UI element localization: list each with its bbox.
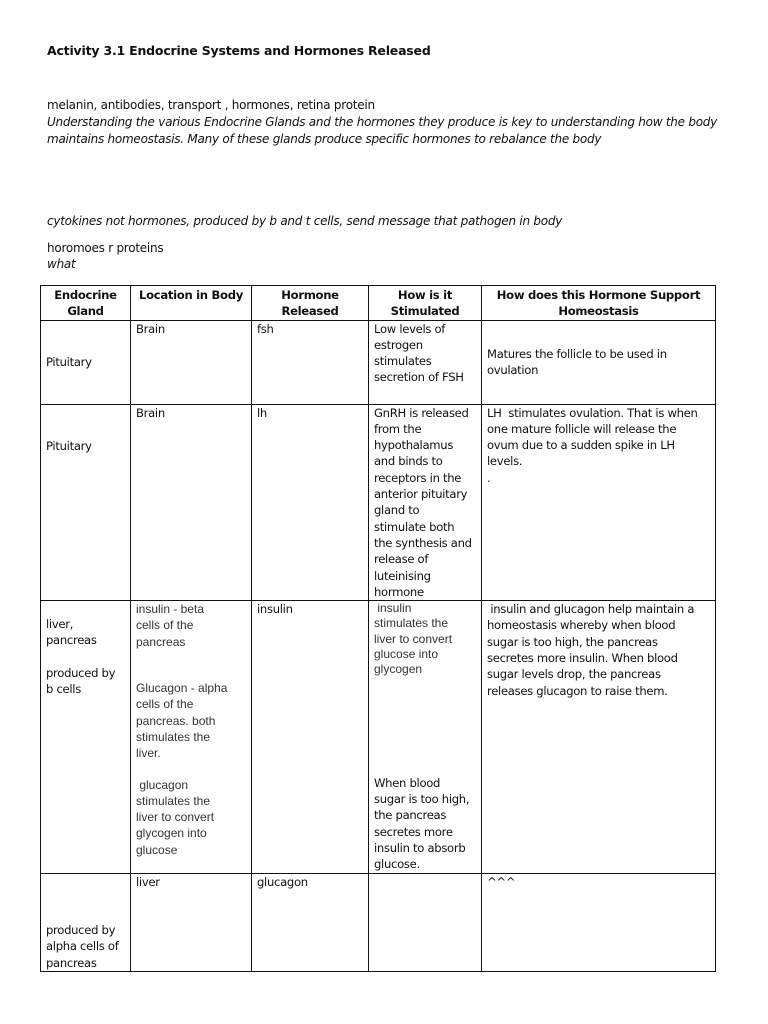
endocrine-table <box>40 285 716 972</box>
gland-cell: Pituitary <box>41 320 131 404</box>
cytokines-note: cytokines not hormones, produced by b and t cells, send message that pathogen in body <box>47 214 563 228</box>
table-row <box>41 404 716 601</box>
header-gland: Endocrine Gland <box>41 286 131 321</box>
gland-cell <box>41 404 131 601</box>
what-note: what <box>47 257 76 271</box>
stimulated-cell <box>369 601 482 874</box>
stimulated-cell <box>369 874 482 972</box>
table-row <box>41 320 716 404</box>
homeostasis-cell: insulin and glucagon help maintain a homeostasis whereby when blood sugar is too high, the pancreas secretes more insulin. When blood sugar levels drop, the pancreas releases glucagon to raise them. <box>482 601 716 874</box>
intro-line-2: maintains homeostasis. Many of these glands produce specific hormones to rebalance the body <box>47 132 602 146</box>
hormone-cell: insulin <box>252 601 369 874</box>
header-homeostasis: How does this Hormone Support Homeostasis <box>482 286 716 321</box>
homeostasis-cell: Matures the follicle to be used in ovulation <box>482 320 716 404</box>
header-stimulated: How is it Stimulated <box>369 286 482 321</box>
proteins-note: horomoes r proteins <box>47 241 164 255</box>
location-glucagon: Glucagon - alpha cells of the pancreas. both stimulates the liver. <box>136 681 228 761</box>
table-row <box>41 874 716 972</box>
hormone-cell: lh <box>252 404 369 601</box>
location-cell: Brain <box>131 320 252 404</box>
stimulated-insulin: insulin stimulates the liver to convert glucose into glycogen <box>374 601 453 677</box>
keywords-line: melanin, antibodies, transport , hormones, retina protein <box>47 98 375 112</box>
homeostasis-cell: ^^^ <box>482 874 716 972</box>
gland-text: liver, pancreas produced by b cells <box>46 617 116 697</box>
location-cell <box>131 601 252 874</box>
document-title: Activity 3.1 Endocrine Systems and Hormones Released <box>47 43 431 58</box>
stimulated-cell: Low levels of estrogen stimulates secretion of FSH <box>369 320 482 404</box>
location-glucagon-note: glucagon stimulates the liver to convert glycogen into glucose <box>136 777 215 857</box>
stimulated-cell: GnRH is released from the hypothalamus and binds to receptors in the anterior pituitary gland to stimulate both the synthesis and release of luteinising hormone <box>369 404 482 601</box>
header-hormone: Hormone Released <box>252 286 369 321</box>
intro-line-1: Understanding the various Endocrine Glands and the hormones they produce is key to understanding how the body <box>47 115 718 129</box>
gland-text: Pituitary <box>46 438 92 453</box>
gland-cell <box>41 874 131 972</box>
table-row <box>41 601 716 874</box>
gland-text: produced by alpha cells of pancreas <box>46 923 119 970</box>
location-cell: liver <box>131 874 252 972</box>
gland-cell <box>41 601 131 874</box>
homeostasis-cell: LH stimulates ovulation. That is when one mature follicle will release the ovum due to a sudden spike in LH levels. . <box>482 404 716 601</box>
header-location: Location in Body <box>131 286 252 321</box>
stimulated-high-sugar: When blood sugar is too high, the pancreas secretes more insulin to absorb glucose. <box>374 775 470 872</box>
location-cell: Brain <box>131 404 252 601</box>
table-header-row <box>41 286 716 321</box>
location-insulin: insulin - beta cells of the pancreas <box>136 602 205 649</box>
hormone-cell: glucagon <box>252 874 369 972</box>
hormone-cell: fsh <box>252 320 369 404</box>
